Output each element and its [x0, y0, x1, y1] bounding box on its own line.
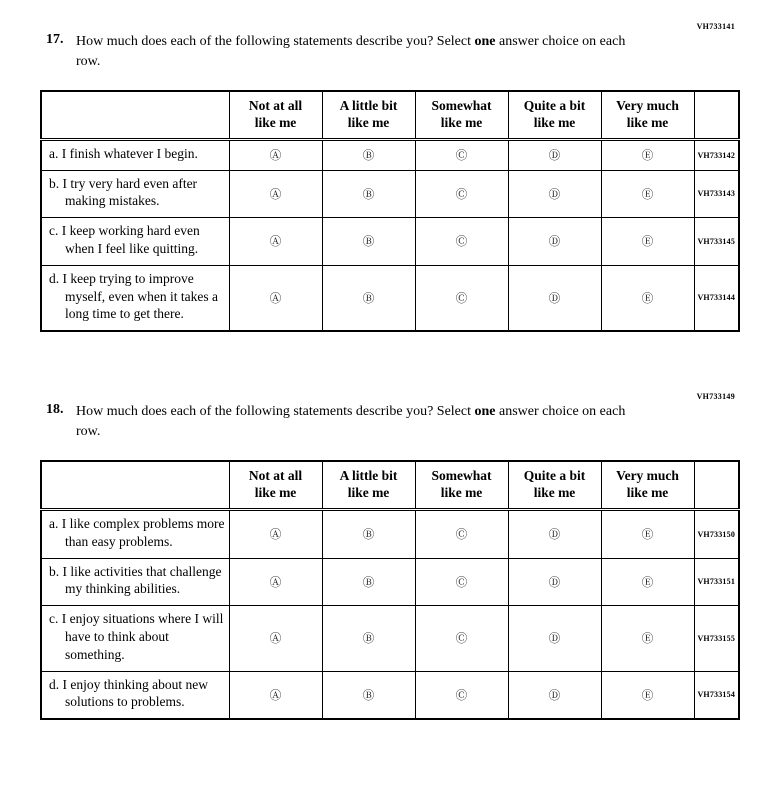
answer-option-b[interactable]: Ⓑ — [322, 170, 415, 218]
column-header-not-at-all: Not at all like me — [229, 91, 322, 140]
statement-cell: c. I keep working hard even when I feel like quitting. — [41, 218, 229, 266]
statement-cell: b. I try very hard even after making mistakes. — [41, 170, 229, 218]
row-code: VH733150 — [694, 509, 739, 558]
row-code: VH733144 — [694, 265, 739, 331]
answer-option-c[interactable]: Ⓒ — [415, 170, 508, 218]
table-row — [41, 509, 739, 558]
question-17-number: 17. — [46, 32, 64, 47]
answer-option-e[interactable]: Ⓔ — [601, 170, 694, 218]
answer-option-d[interactable]: Ⓓ — [508, 218, 601, 266]
table-row — [41, 606, 739, 671]
header-row — [41, 91, 739, 140]
empty-code-header-cell — [694, 461, 739, 510]
answer-option-a[interactable]: Ⓐ — [229, 139, 322, 170]
answer-option-e[interactable]: Ⓔ — [601, 265, 694, 331]
table-row — [41, 139, 739, 170]
answer-option-e[interactable]: Ⓔ — [601, 671, 694, 719]
answer-option-b[interactable]: Ⓑ — [322, 509, 415, 558]
statement-cell: b. I like activities that challenge my thinking abilities. — [41, 558, 229, 606]
column-header-very-much: Very much like me — [601, 91, 694, 140]
answer-option-b[interactable]: Ⓑ — [322, 606, 415, 671]
row-code: VH733142 — [694, 139, 739, 170]
answer-option-d[interactable]: Ⓓ — [508, 509, 601, 558]
answer-option-c[interactable]: Ⓒ — [415, 606, 508, 671]
question-18-number: 18. — [46, 402, 64, 418]
row-code: VH733155 — [694, 606, 739, 671]
empty-corner-cell — [41, 461, 229, 510]
answer-option-a[interactable]: Ⓐ — [229, 265, 322, 331]
answer-option-c[interactable]: Ⓒ — [415, 139, 508, 170]
answer-option-b[interactable]: Ⓑ — [322, 139, 415, 170]
answer-option-a[interactable]: Ⓐ — [229, 606, 322, 671]
answer-option-b[interactable]: Ⓑ — [322, 671, 415, 719]
column-header-very-much: Very much like me — [601, 461, 694, 510]
statement-cell: a. I finish whatever I begin. — [41, 139, 229, 170]
answer-option-b[interactable]: Ⓑ — [322, 218, 415, 266]
row-code: VH733143 — [694, 170, 739, 218]
column-header-somewhat: Somewhat like me — [415, 461, 508, 510]
question-18-code: VH733149 — [696, 392, 735, 402]
answer-option-c[interactable]: Ⓒ — [415, 218, 508, 266]
answer-option-b[interactable]: Ⓑ — [322, 558, 415, 606]
table-row — [41, 265, 739, 331]
question-18-prompt — [46, 402, 777, 443]
question-17-code: VH733141 — [696, 22, 735, 31]
question-17-table — [40, 90, 740, 333]
row-code: VH733145 — [694, 218, 739, 266]
answer-option-e[interactable]: Ⓔ — [601, 558, 694, 606]
answer-option-a[interactable]: Ⓐ — [229, 671, 322, 719]
table-row — [41, 218, 739, 266]
answer-option-d[interactable]: Ⓓ — [508, 558, 601, 606]
empty-corner-cell — [41, 91, 229, 140]
column-header-a-little-bit: A little bit like me — [322, 461, 415, 510]
empty-code-header-cell — [694, 91, 739, 140]
answer-option-e[interactable]: Ⓔ — [601, 606, 694, 671]
section-gap — [0, 332, 777, 392]
statement-cell: d. I keep trying to improve myself, even when it takes a long time to get there. — [41, 265, 229, 331]
table-row — [41, 671, 739, 719]
answer-option-d[interactable]: Ⓓ — [508, 606, 601, 671]
answer-option-c[interactable]: Ⓒ — [415, 671, 508, 719]
answer-option-a[interactable]: Ⓐ — [229, 509, 322, 558]
answer-option-d[interactable]: Ⓓ — [508, 170, 601, 218]
statement-cell: a. I like complex problems more than easy problems. — [41, 509, 229, 558]
column-header-not-at-all: Not at all like me — [229, 461, 322, 510]
answer-option-c[interactable]: Ⓒ — [415, 509, 508, 558]
answer-option-c[interactable]: Ⓒ — [415, 265, 508, 331]
question-18-text: How much does each of the following statements describe you? Select one answer choice on each row. — [76, 404, 626, 440]
statement-cell: d. I enjoy thinking about new solutions to problems. — [41, 671, 229, 719]
question-18-table — [40, 460, 740, 720]
question-17-text: How much does each of the following statements describe you? Select one answer choice on each row. — [76, 34, 626, 70]
column-header-quite-a-bit: Quite a bit like me — [508, 461, 601, 510]
table-row — [41, 558, 739, 606]
answer-option-a[interactable]: Ⓐ — [229, 218, 322, 266]
answer-option-b[interactable]: Ⓑ — [322, 265, 415, 331]
header-row — [41, 461, 739, 510]
answer-option-c[interactable]: Ⓒ — [415, 558, 508, 606]
answer-option-d[interactable]: Ⓓ — [508, 265, 601, 331]
question-17-prompt — [46, 32, 777, 73]
answer-option-a[interactable]: Ⓐ — [229, 558, 322, 606]
column-header-a-little-bit: A little bit like me — [322, 91, 415, 140]
answer-option-e[interactable]: Ⓔ — [601, 509, 694, 558]
answer-option-d[interactable]: Ⓓ — [508, 139, 601, 170]
answer-option-a[interactable]: Ⓐ — [229, 170, 322, 218]
answer-option-d[interactable]: Ⓓ — [508, 671, 601, 719]
column-header-quite-a-bit: Quite a bit like me — [508, 91, 601, 140]
table-row — [41, 170, 739, 218]
answer-option-e[interactable]: Ⓔ — [601, 218, 694, 266]
column-header-somewhat: Somewhat like me — [415, 91, 508, 140]
answer-option-e[interactable]: Ⓔ — [601, 139, 694, 170]
statement-cell: c. I enjoy situations where I will have to think about something. — [41, 606, 229, 671]
row-code: VH733151 — [694, 558, 739, 606]
row-code: VH733154 — [694, 671, 739, 719]
